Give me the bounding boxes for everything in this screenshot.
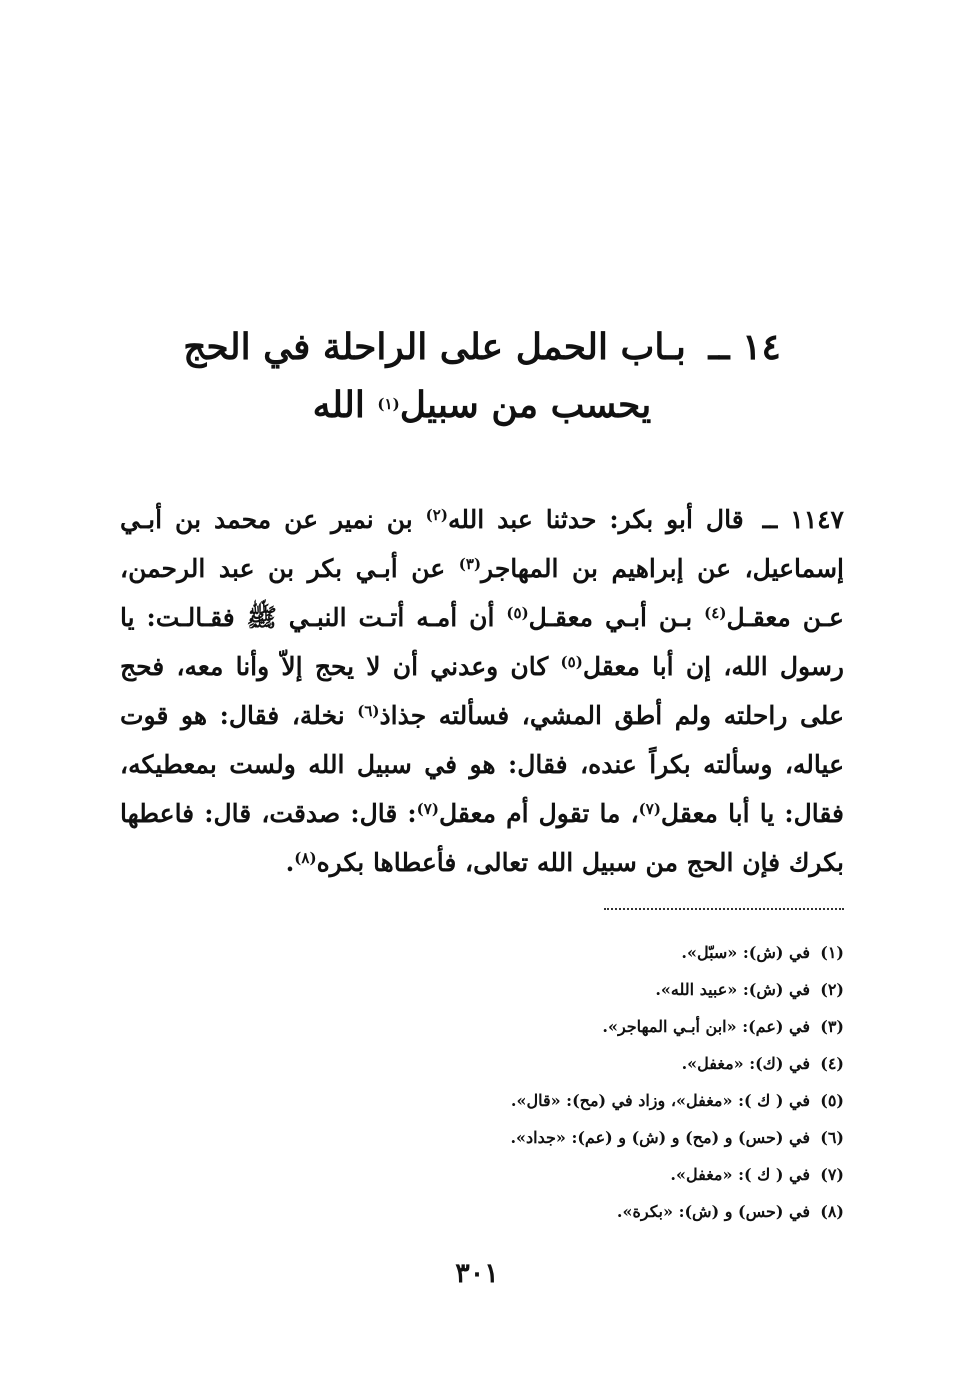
hadith-text: كان وعدني أن لا يحج إلاّ وأنا معه، فحج على راحلته ولم أطق المشي، فسألته جذاذ xyxy=(120,652,844,730)
footnote-text: في (ش): «سبّل». xyxy=(681,943,810,962)
hadith-text: ، ما تقول أم معقل xyxy=(438,799,639,828)
footnote-ref: (٦) xyxy=(357,702,380,720)
hadith-text: بـن أبـي معقـل xyxy=(528,603,705,632)
chapter-title-text-2: يحسب من سبيل xyxy=(399,384,652,426)
footnote-text: في (حس) و (ش): «بكرة». xyxy=(616,1202,810,1221)
page-number: ٣٠١ xyxy=(455,1258,499,1289)
footnote-number: (٢) xyxy=(820,980,844,999)
footnote-item xyxy=(120,1123,844,1160)
footnote-item xyxy=(120,975,844,1012)
chapter-title xyxy=(120,318,844,434)
footnote-item xyxy=(120,1197,844,1234)
footnote-number: (٦) xyxy=(820,1128,844,1147)
footnote-text: في (حس) و (مح) و (ش) و (عم): «جداد». xyxy=(510,1128,810,1147)
footnote-number: (١) xyxy=(820,943,844,962)
chapter-title-line-1 xyxy=(120,318,844,376)
hadith-number: ١١٤٧ ــ xyxy=(762,505,844,534)
hadith-text: . xyxy=(285,848,295,877)
footnote-number: (٧) xyxy=(820,1165,844,1184)
footnote-ref: (٧) xyxy=(638,800,661,818)
footnote-number: (٥) xyxy=(820,1091,844,1110)
footnote-separator xyxy=(604,908,844,910)
footnote-item xyxy=(120,1086,844,1123)
footnote-ref: (١) xyxy=(377,395,400,413)
footnote-number: (٣) xyxy=(820,1017,844,1036)
chapter-title-text: بـاب الحمل على الراحلة في الحج xyxy=(183,326,686,368)
hadith-text: بن نمير عن محمد بن أبـي إسماعيل، عن إبراهيم بن المهاجر xyxy=(120,505,844,583)
footnote-item xyxy=(120,1012,844,1049)
footnote-text: في ( ك ): «مغفل»، وزاد في (مح): «قال». xyxy=(510,1091,810,1110)
footnote-ref: (٨) xyxy=(294,849,317,867)
footnote-item xyxy=(120,1049,844,1086)
footnote-item xyxy=(120,1160,844,1197)
footnote-ref: (٧) xyxy=(416,800,439,818)
footnote-number: (٤) xyxy=(820,1054,844,1073)
hadith-paragraph xyxy=(120,495,844,887)
hadith-text: : قال: صدقت، قال: فاعطها بكرك فإن الحج من سبيل الله تعالى، فأعطاها بكره xyxy=(120,799,844,877)
footnote-ref: (٥) xyxy=(506,604,529,622)
footnote-ref: (٥) xyxy=(560,653,583,671)
chapter-title-line-2 xyxy=(120,376,844,434)
footnote-text: في ( ك ): «مغفل». xyxy=(670,1165,810,1184)
footnotes-list xyxy=(120,938,844,1234)
footnote-number: (٨) xyxy=(820,1202,844,1221)
chapter-number: ١٤ ــ xyxy=(708,326,781,368)
hadith-text: عن أبـي بكر بن عبد الرحمن، عـن معقـل xyxy=(120,554,844,632)
footnote-item xyxy=(120,938,844,975)
hadith-text: أن أمـه أتـت النبـي ﷺ فقـالـت: يا رسول الله، إن أبا معقل xyxy=(120,603,844,681)
hadith-text: نخلة، فقال: هو قوت عياله، وسألته بكراً عنده، فقال: هو في سبيل الله ولست بمعطيكه، فقال: يا أبا معقل xyxy=(120,701,845,828)
footnote-ref: (٣) xyxy=(458,555,482,573)
footnote-text: في (عم): «ابن أبـي المهاجر». xyxy=(602,1017,810,1036)
hadith-text: قال أبو بكر: حدثنا عبد الله xyxy=(447,505,757,534)
footnote-ref: (٢) xyxy=(425,506,448,524)
chapter-title-text-3: الله xyxy=(312,384,378,426)
footnote-text: في (ك): «مغفل». xyxy=(681,1054,810,1073)
footnote-text: في (ش): «عبيد الله». xyxy=(655,980,810,999)
footnote-ref: (٤) xyxy=(704,604,727,622)
